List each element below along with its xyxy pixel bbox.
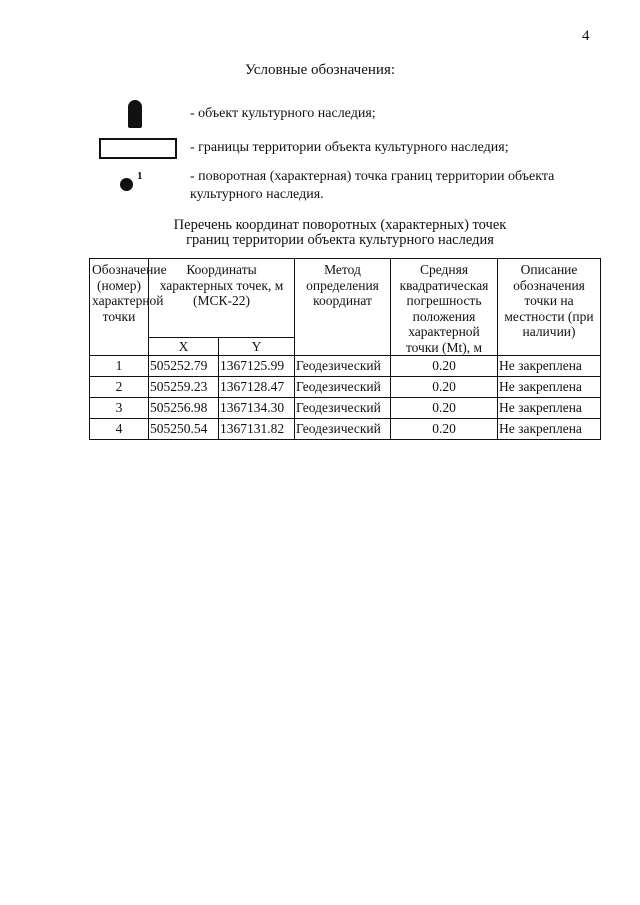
- cell-accuracy: 0.20: [391, 398, 498, 419]
- territory-boundary-rectangle-icon: [99, 138, 177, 159]
- cell-y: 1367128.47: [219, 377, 295, 398]
- cell-point-number: 4: [90, 419, 149, 440]
- cell-accuracy: 0.20: [391, 377, 498, 398]
- table-row: [90, 356, 601, 377]
- cell-description: Не закреплена: [498, 398, 601, 419]
- cultural-object-marker-icon: [128, 100, 142, 128]
- cell-point-number: 1: [90, 356, 149, 377]
- point-number-label: 1: [137, 170, 143, 182]
- cell-point-number: 2: [90, 377, 149, 398]
- cell-x: 505256.98: [149, 398, 219, 419]
- header-coordinates: Координаты характерных точек, м (МСК-22): [149, 259, 295, 338]
- cell-description: Не закреплена: [498, 419, 601, 440]
- header-accuracy: Средняя квадратическая погрешность положения характерной точки (Mt), м: [391, 259, 498, 356]
- cell-method: Геодезический: [295, 377, 391, 398]
- turning-point-dot-icon: [120, 178, 133, 191]
- cell-method: Геодезический: [295, 356, 391, 377]
- cell-y: 1367134.30: [219, 398, 295, 419]
- cell-x: 505250.54: [149, 419, 219, 440]
- header-x: X: [149, 338, 219, 356]
- header-description: Описание обозначения точки на местности (при наличии): [498, 259, 601, 356]
- cell-y: 1367131.82: [219, 419, 295, 440]
- table-caption-line-2: границ территории объекта культурного наследия: [186, 232, 494, 248]
- cell-accuracy: 0.20: [391, 419, 498, 440]
- cell-accuracy: 0.20: [391, 356, 498, 377]
- table-caption-line-1: Перечень координат поворотных (характерных) точек: [173, 217, 507, 233]
- cell-x: 505252.79: [149, 356, 219, 377]
- table-row: [90, 377, 601, 398]
- table-caption: [0, 218, 640, 248]
- cell-x: 505259.23: [149, 377, 219, 398]
- cell-description: Не закреплена: [498, 356, 601, 377]
- legend-title: Условные обозначения:: [244, 62, 396, 78]
- cell-y: 1367125.99: [219, 356, 295, 377]
- header-point-number: Обозначение (номер) характерной точки: [90, 259, 149, 356]
- cell-method: Геодезический: [295, 419, 391, 440]
- coordinates-table: [89, 258, 601, 440]
- table-row: [90, 398, 601, 419]
- legend-item-text: - границы территории объекта культурного наследия;: [190, 140, 509, 155]
- legend-item-text: - поворотная (характерная) точка границ территории объекта культурного наследия.: [190, 169, 555, 202]
- header-method: Метод определения координат: [295, 259, 391, 356]
- cell-description: Не закреплена: [498, 377, 601, 398]
- header-y: Y: [219, 338, 295, 356]
- page-number: 4: [582, 28, 590, 44]
- legend-item-text: - объект культурного наследия;: [190, 106, 376, 121]
- cell-point-number: 3: [90, 398, 149, 419]
- cell-method: Геодезический: [295, 398, 391, 419]
- table-row: [90, 419, 601, 440]
